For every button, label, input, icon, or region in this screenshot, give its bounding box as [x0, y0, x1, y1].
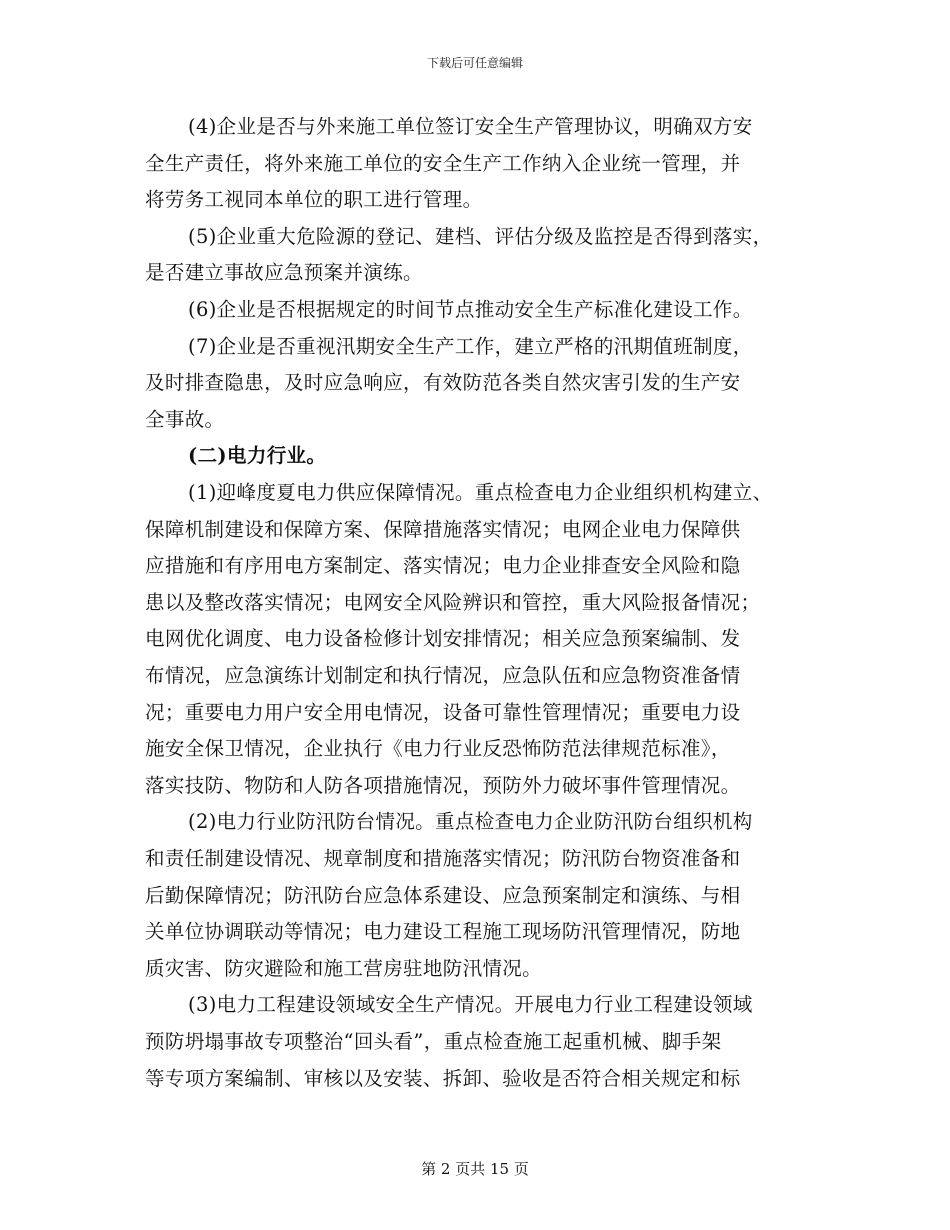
- text-line: 质灾害、防灾避险和施工营房驻地防汛情况。: [145, 956, 543, 980]
- text-line: 全生产责任，将外来施工单位的安全生产工作纳入企业统一管理，并: [145, 151, 741, 175]
- text-line: (2)电力行业防汛防台情况。重点检查电力企业防汛防台组织机构: [188, 810, 753, 834]
- text-line: 患以及整改落实情况；电网安全风险辨识和管控，重大风险报备情况；: [145, 590, 761, 614]
- text-line: (7)企业是否重视汛期安全生产工作，建立严格的汛期值班制度，: [188, 334, 753, 358]
- text-line: 布情况，应急演练计划制定和执行情况，应急队伍和应急物资准备情: [145, 664, 741, 687]
- page-footer: 第 2 页共 15 页: [421, 1160, 529, 1178]
- text-line: 预防坍塌事故专项整治“回头看”，重点检查施工起重机械、脚手架: [145, 1030, 722, 1053]
- text-line: (3)电力工程建设领域安全生产情况。开展电力行业工程建设领域: [188, 993, 753, 1017]
- text-line: (1)迎峰度夏电力供应保障情况。重点检查电力企业组织机构建立、: [188, 481, 773, 504]
- text-line: 将劳务工视同本单位的职工进行管理。: [145, 188, 483, 212]
- page-header: 下载后可任意编辑: [426, 56, 523, 70]
- text-line: 电网优化调度、电力设备检修计划安排情况；相关应急预案编制、发: [145, 627, 741, 651]
- text-line: 等专项方案编制、审核以及安装、拆卸、验收是否符合相关规定和标: [145, 1066, 741, 1090]
- text-line: 关单位协调联动等情况；电力建设工程施工现场防汛管理情况，防地: [145, 920, 741, 944]
- text-line: 保障机制建设和保障方案、保障措施落实情况；电网企业电力保障供: [145, 517, 741, 541]
- text-line: (6)企业是否根据规定的时间节点推动安全生产标准化建设工作。: [188, 298, 753, 321]
- text-line: 是否建立事故应急预案并演练。: [145, 261, 423, 285]
- text-line: 况；重要电力用户安全用电情况，设备可靠性管理情况；重要电力设: [145, 700, 741, 724]
- text-line: 和责任制建设情况、规章制度和措施落实情况；防汛防台物资准备和: [145, 847, 741, 870]
- text-line: 全事故。: [145, 407, 225, 431]
- text-line: 应措施和有序用电方案制定、落实情况；电力企业排查安全风险和隐: [145, 554, 741, 578]
- text-line: (5)企业重大危险源的登记、建档、评估分级及监控是否得到落实，: [188, 224, 773, 248]
- text-line: 及时排查隐患，及时应急响应，有效防范各类自然灾害引发的生产安: [145, 371, 741, 395]
- section-heading: (二)电力行业。: [188, 444, 327, 468]
- text-line: 施安全保卫情况，企业执行《电力行业反恐怖防范法律规范标准》，: [145, 737, 731, 761]
- text-line: 后勤保障情况；防汛防台应急体系建设、应急预案制定和演练、与相: [145, 883, 741, 907]
- text-line: 落实技防、物防和人防各项措施情况，预防外力破坏事件管理情况。: [145, 773, 741, 797]
- text-line: (4)企业是否与外来施工单位签订安全生产管理协议，明确双方安: [188, 115, 753, 138]
